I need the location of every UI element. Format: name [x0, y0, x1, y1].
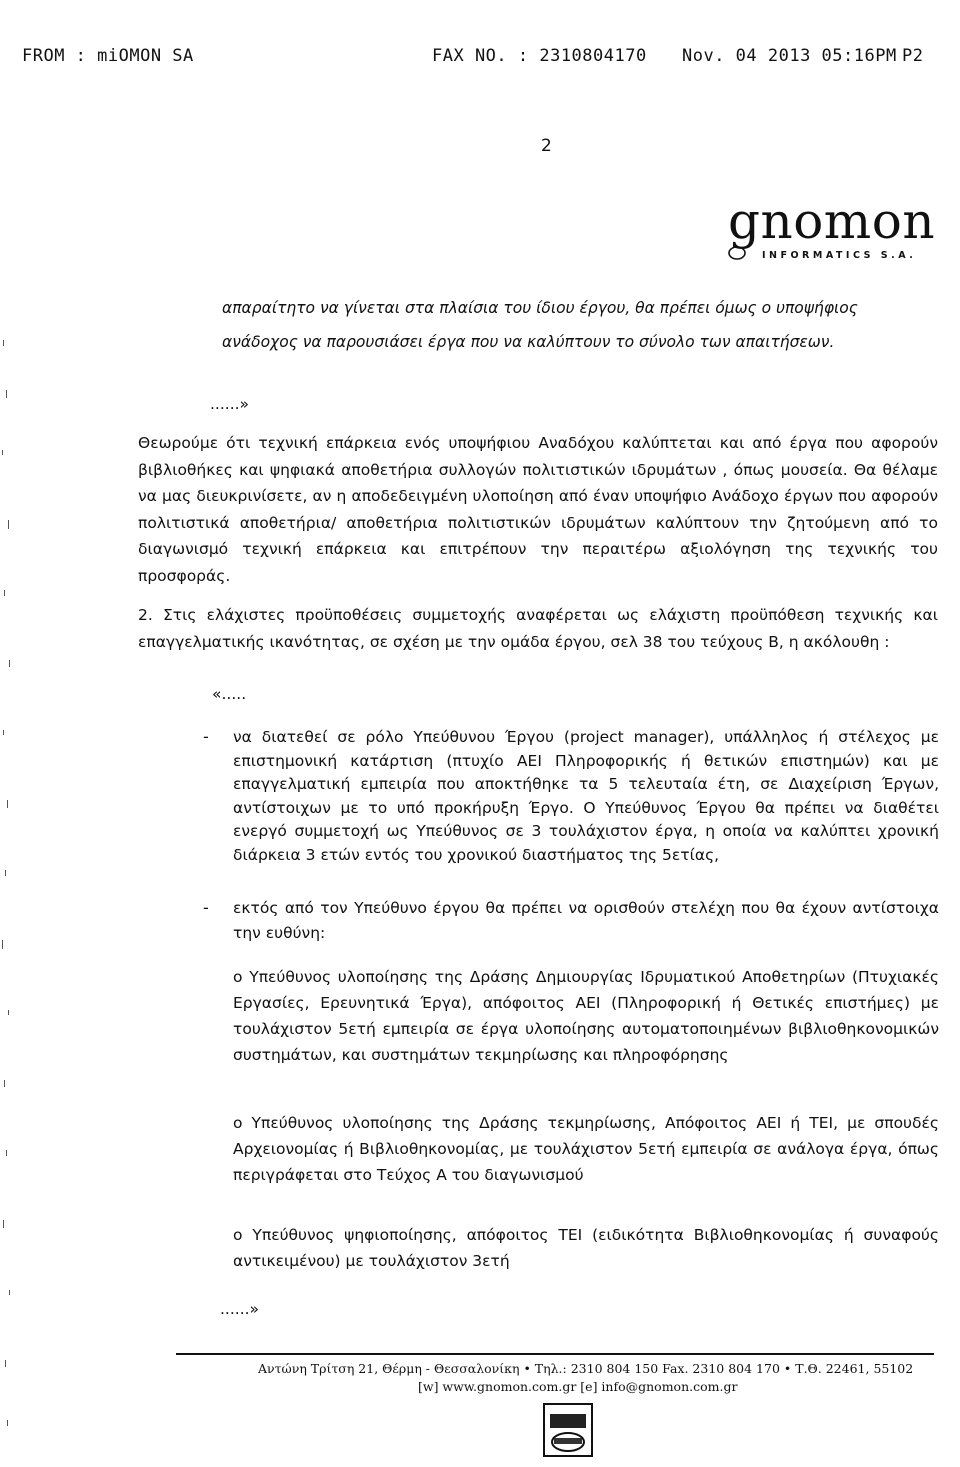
footer-address: Αντώνη Τρίτση 21, Θέρμη - Θεσσαλονίκη • Τηλ.: 2310 804 150 Fax. 2310 804 170 • Τ.Θ. 22461, 55102 [258, 1361, 914, 1376]
paragraph-2-text: 2. Στις ελάχιστες προϋποθέσεις συμμετοχής αναφέρεται ως ελάχιστη προϋπόθεση τεχνικής και επαγγελματικής ικανότητας, σε σχέση με την ομάδα έργου, σελ 38 του τεύχους Β, η ακόλουθη : [138, 606, 938, 651]
sub-item-3-text: ο Υπεύθυνος ψηφιοποίησης, απόφοιτος ΤΕΙ (ειδικότητα Βιβλιοθηκονομίας ή συναφούς αντικειμένου) με τουλάχιστον 3ετή [233, 1226, 939, 1270]
bullet-dash-2: - [203, 898, 209, 917]
sub-item-1-text: ο Υπεύθυνος υλοποίησης της Δράσης Δημιουργίας Ιδρυματικού Αποθετηρίων (Πτυχιακές Εργασίες, Ερευνητικά Έργα), απόφοιτος ΑΕΙ (Πληροφορική ή Θετικές επιστήμες) με τουλάχιστον 5ετή εμπειρία σε έργα υλοποίησης αυτοματοποιημένων βιβλιοθηκονομικών συστημάτων, και συστημάτων τεκμηρίωσης και πληροφόρησης [233, 968, 939, 1064]
fax-header [22, 46, 942, 70]
quote-end-2: ......» [220, 1300, 260, 1318]
paragraph-1-text: Θεωρούμε ότι τεχνική επάρκεια ενός υποψήφιου Αναδόχου καλύπτεται και από έργα που αφορούν βιβλιοθήκες και ψηφιακά αποθετήρια συλλογών πολιτιστικών ιδρυμάτων , όπως μουσεία. Θα θέλαμε να μας διευκρινίσετε, αν η αποδεδειγμένη υλοποίηση από έναν υποψήφιο Ανάδοχο έργων που αφορούν πολιτιστικά αποθετήρια/ αποθετήρια πολιτιστικών ιδρυμάτων καλύπτουν την ζητούμενη από το διαγωνισμό τεχνική επάρκεια και επιτρέπουν την περαιτέρω αξιολόγηση της τεχνικής του προσφοράς. [138, 434, 938, 585]
bullet-1 [233, 726, 939, 867]
paragraph-2 [138, 602, 938, 656]
certification-stamp-icon [540, 1400, 596, 1460]
sub-item-3 [233, 1222, 939, 1274]
sub-item-2 [233, 1110, 939, 1188]
fax-from: FROM : miOMON SA [22, 46, 194, 66]
bullet-1-text: να διατεθεί σε ρόλο Υπεύθυνου Έργου (project manager), υπάλληλος ή στέλεχος με επιστημονική κατάρτιση (πτυχίο ΑΕΙ Πληροφορικής ή θετικών επιστημών) και με επαγγελματική εμπειρία που αποκτήθηκε τα 5 τελευταία έτη, σε Διαχείριση Έργων, αντίστοιχων με το υπό προκήρυξη Έργο. Ο Υπεύθυνος Έργου θα πρέπει να διαθέτει ενεργό συμμετοχή ως Υπεύθυνος σε 3 τουλάχιστον έργα, η οποία να καλύπτει χρονική διάρκεια 3 ετών εντός του χρονικού διαστήματος της 5ετίας, [233, 728, 939, 864]
quote-end-1: ......» [210, 395, 250, 413]
scan-noise-edge [0, 330, 14, 1450]
fax-number: FAX NO. : 2310804170 [432, 46, 647, 66]
paragraph-1 [138, 430, 938, 589]
footer [258, 1360, 914, 1396]
quote-start: «..... [212, 685, 247, 703]
bullet-2-text: εκτός από τον Υπεύθυνο έργου θα πρέπει να ορισθούν στελέχη που θα έχουν αντίστοιχα την ευθύνη: [233, 899, 939, 942]
logo-globe-icon [728, 246, 746, 260]
logo-wordmark: gnomon [728, 192, 936, 250]
fax-date: Nov. 04 2013 05:16PM [682, 46, 897, 66]
footer-web: [w] www.gnomon.com.gr [e] info@gnomon.com.gr [418, 1379, 738, 1394]
sub-item-1 [233, 964, 939, 1068]
bullet-2 [233, 896, 939, 946]
sub-item-2-text: ο Υπεύθυνος υλοποίησης της Δράσης τεκμηρίωσης, Απόφοιτος ΑΕΙ ή ΤΕΙ, με σπουδές Αρχειονομίας ή Βιβλιοθηκονομίας, με τουλάχιστον 5ετή εμπειρία σε ανάλογα έργα, όπως περιγράφεται στο Τεύχος Α του διαγωνισμού [233, 1114, 939, 1184]
bullet-dash-1: - [203, 727, 209, 746]
intro-line-1: απαραίτητο να γίνεται στα πλαίσια του ίδιου έργου, θα πρέπει όμως ο υποψήφιος [222, 299, 858, 317]
fax-page: P2 [902, 46, 924, 66]
page-number: 2 [541, 136, 552, 156]
footer-divider [176, 1353, 934, 1355]
logo-subtitle: INFORMATICS S.A. [762, 250, 917, 261]
intro-line-2: ανάδοχος να παρουσιάσει έργα που να καλύπτουν το σύνολο των απαιτήσεων. [222, 333, 835, 351]
company-logo [728, 192, 938, 276]
